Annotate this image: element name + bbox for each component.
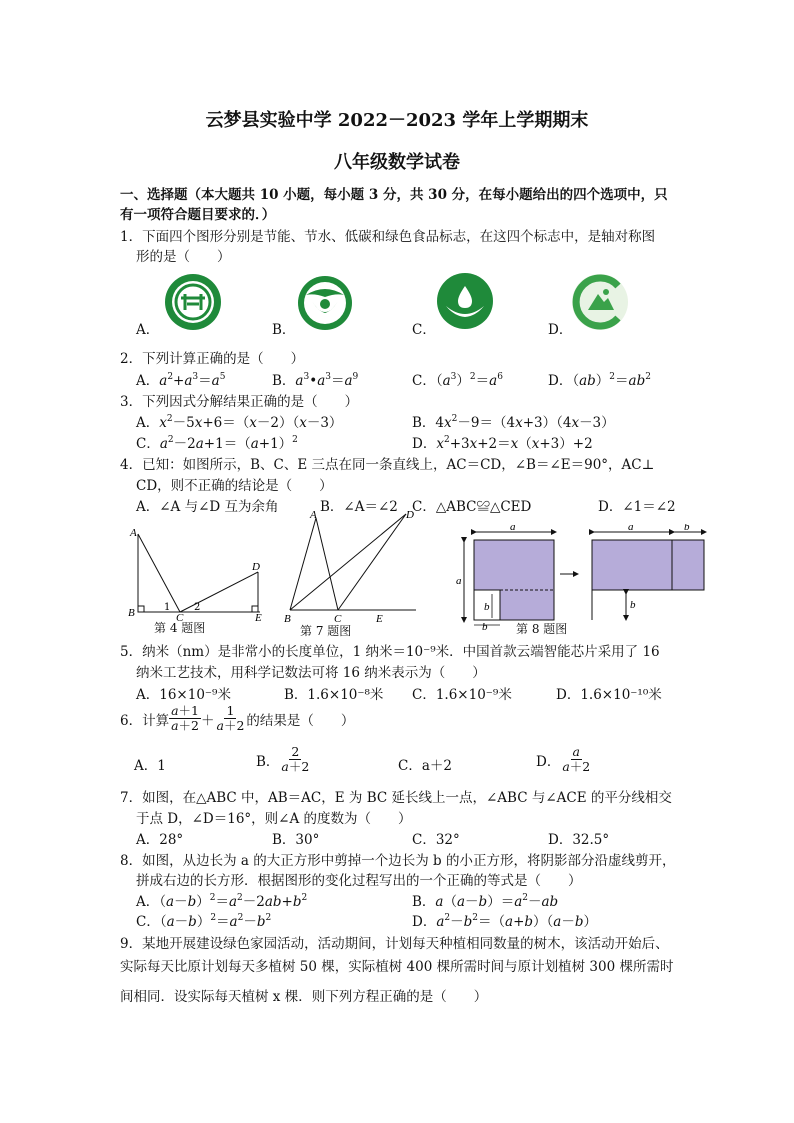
fig8-label-b-height: b — [630, 599, 636, 611]
q1-line2: 形的是（ ） — [136, 249, 231, 265]
fig8-label-a-top: a — [510, 524, 516, 533]
fig8-label-b-inner: b — [484, 601, 490, 613]
q5-option-c: C．1.6×10⁻⁹米 — [412, 687, 512, 703]
q6-option-b: B． $\frac{2}{a+2}$ — [256, 744, 310, 774]
q5-line1: 5．纳米（nm）是非常小的长度单位，1 纳米＝10⁻⁹米．中国首款云端智能芯片采用了 16 — [120, 644, 660, 660]
page-subtitle: 八年级数学试卷 — [334, 152, 460, 173]
q8-line2: 拼成右边的长方形．根据图形的变化过程写出的一个正确的等式是（ ） — [136, 873, 582, 889]
q4-option-c: C．△ABC≌△CED — [412, 499, 532, 515]
q5-option-b: B．1.6×10⁻⁸米 — [284, 687, 384, 703]
q5-option-d: D．1.6×10⁻¹⁰米 — [556, 687, 662, 703]
q4-line1: 4．已知：如图所示，B、C、E 三点在同一条直线上，AC＝CD，∠B＝∠E＝90°，AC⊥ — [120, 457, 655, 473]
q6-option-c: C．a＋2 — [398, 758, 452, 774]
fig4-label-B: B — [128, 607, 135, 619]
page-title: 云梦县实验中学 2022－2023 学年上学期期末 — [205, 110, 589, 131]
energy-saving-logo-icon — [163, 272, 223, 332]
q8-option-b: B．$a(a-b)=a^2-ab$ — [412, 893, 559, 910]
q2-stem: 2．下列计算正确的是（ ） — [120, 351, 305, 367]
q9-line3: 间相同．设实际每天植树 x 棵．则下列方程正确的是（ ） — [120, 989, 488, 1005]
fig7-label-D: D — [406, 509, 414, 521]
q3-stem: 3．下列因式分解结果正确的是（ ） — [120, 394, 359, 410]
figure-4-diagram — [124, 522, 274, 622]
q6-stem: 6．计算 $\frac{a+1}{a+2}$ ＋ $\frac{1}{a+2}$ 的结果是（ ） — [120, 703, 355, 733]
fig7-label-C: C — [334, 613, 342, 625]
fig8-label-b-right: b — [684, 524, 690, 533]
figure-4-caption: 第 4 题图 — [154, 621, 206, 635]
figure-8-diagram — [446, 524, 716, 630]
figure-7-caption: 第 7 题图 — [300, 624, 352, 638]
fig7-label-A: A — [310, 509, 317, 521]
q2-option-c: C．$(a^3)^2=a^6$ — [412, 372, 503, 389]
fig4-angle-1: 1 — [164, 602, 171, 613]
q2-option-b: B．$a^3•a^3=a^9$ — [272, 372, 359, 389]
fig8-label-b-bottom: b — [482, 621, 488, 630]
low-carbon-logo-icon — [436, 272, 494, 330]
q9-line2: 实际每天比原计划每天多植树 50 棵，实际植树 400 棵所需时间与原计划植树 300 棵所需时 — [120, 959, 674, 975]
fig4-label-D: D — [252, 561, 260, 573]
section-heading-line1: 一、选择题（本大题共 10 小题，每小题 3 分，共 30 分，在每小题给出的四个选项中，只 — [120, 187, 668, 203]
q4-line2: CD，则不正确的结论是（ ） — [136, 478, 333, 494]
fig7-label-B: B — [284, 613, 291, 625]
q1-option-b: B． — [272, 322, 296, 338]
q3-option-c: C．$a^2-2a+1=(a+1)^2$ — [136, 435, 298, 452]
fig4-angle-2: 2 — [194, 602, 201, 613]
q5-option-a: A．16×10⁻⁹米 — [136, 687, 231, 703]
q7-option-c: C．32° — [412, 832, 460, 848]
q3-option-b: B．$4x^2-9=(4x+3)(4x-3)$ — [412, 414, 615, 431]
q7-option-d: D．32.5° — [548, 832, 610, 848]
q7-line1: 7．如图，在△ABC 中，AB＝AC，E 为 BC 延长线上一点，∠ABC 与∠ACE 的平分线相交 — [120, 790, 672, 806]
q7-option-a: A．28° — [136, 832, 184, 848]
q1-option-c: C． — [412, 322, 436, 338]
q8-option-a: A．$(a-b)^2=a^2-2ab+b^2$ — [136, 893, 308, 910]
q7-option-b: B．30° — [272, 832, 320, 848]
fig4-label-C: C — [176, 612, 184, 622]
q8-line1: 8．如图，从边长为 a 的大正方形中剪掉一个边长为 b 的小正方形，将阴影部分沿虚线剪开， — [120, 853, 676, 869]
q4-option-b: B．∠A＝∠2 — [320, 499, 398, 515]
water-saving-logo-icon — [296, 275, 354, 331]
q8-option-c: C．$(a-b)^2=a^2-b^2$ — [136, 913, 272, 930]
q4-option-a: A．∠A 与∠D 互为余角 — [136, 499, 279, 515]
q6-option-d: D． $\frac{a}{a+2}$ — [536, 744, 591, 774]
q1-line1: 1．下面四个图形分别是节能、节水、低碳和绿色食品标志，在这四个标志中，是轴对称图 — [120, 229, 656, 245]
q5-line2: 纳米工艺技术，用科学记数法可将 16 纳米表示为（ ） — [136, 665, 486, 681]
q7-line2: 于点 D，∠D＝16°，则∠A 的度数为（ ） — [136, 811, 412, 827]
q4-option-d: D．∠1＝∠2 — [598, 499, 676, 515]
q6-option-a: A．1 — [134, 758, 166, 774]
fig4-label-A: A — [130, 527, 137, 539]
fig8-label-a-left: a — [456, 575, 462, 587]
q3-option-d: D．$x^2+3x+2=x(x+3)+2$ — [412, 435, 593, 452]
fig7-label-E: E — [376, 613, 383, 625]
fig8-label-a-right: a — [628, 524, 634, 533]
figure-8-caption: 第 8 题图 — [516, 622, 568, 636]
section-heading-line2: 有一项符合题目要求的．） — [120, 207, 276, 223]
q2-option-a: A．$a^2+a^3=a^5$ — [136, 372, 226, 389]
q1-option-a: A． — [136, 322, 160, 338]
fig4-label-E: E — [255, 612, 262, 622]
green-food-logo-icon — [570, 272, 630, 332]
q1-option-d: D． — [548, 322, 573, 338]
q2-option-d: D．$(ab)^2=ab^2$ — [548, 372, 651, 389]
figure-7-diagram — [282, 508, 422, 626]
q3-option-a: A．$x^2-5x+6=(x-2)(x-3)$ — [136, 414, 343, 431]
q9-line1: 9．某地开展建设绿色家园活动，活动期间，计划每天种植相同数量的树木，该活动开始后、 — [120, 936, 669, 952]
q8-option-d: D．$a^2-b^2=(a+b)(a-b)$ — [412, 913, 598, 930]
